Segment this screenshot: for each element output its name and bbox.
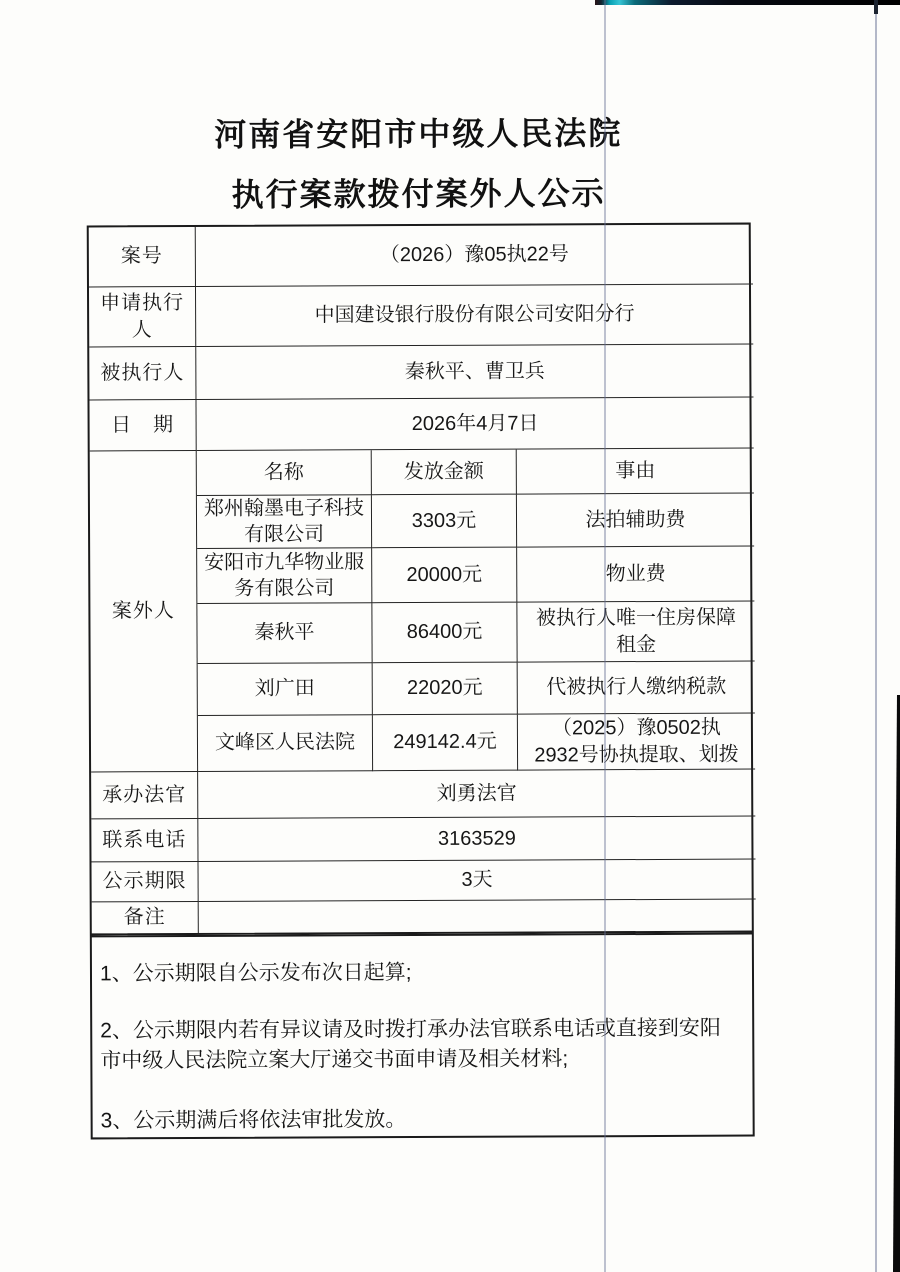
outsider-row-1-amount: 3303元 [372,495,517,549]
note-item-3: 3、公示期满后将依法审批发放。 [100,1108,407,1133]
outsider-row-3-reason: 被执行人唯一住房保障租金 [517,602,754,663]
document-title-line2: 执行案款拨付案外人公示 [231,175,606,213]
label-respondent: 被执行人 [89,347,196,400]
outsider-row-5-reason: （2025）豫0502执2932号协执提取、划拨 [518,714,755,771]
value-phone: 3163529 [198,817,755,862]
value-date: 2026年4月7日 [196,398,753,451]
outsider-header-amount: 发放金额 [372,450,517,496]
label-case-number: 案号 [89,227,196,287]
scan-artifact-top-edge-band [595,0,900,5]
label-publicity-period: 公示期限 [92,862,199,902]
outsider-row-4-name: 刘广田 [198,663,373,716]
note-item-2: 2、公示期限内若有异议请及时拨打承办法官联系电话或直接到安阳市中级人民法院立案大厅递交书面申请及相关材料; [100,1016,721,1073]
label-applicant: 申请执行人 [89,287,196,347]
outsider-row-3-amount: 86400元 [372,603,517,664]
outsider-row-2-name: 安阳市九华物业服务有限公司 [197,548,372,604]
scan-artifact-vertical-line-right-cap [874,0,878,14]
outsider-row-3-name: 秦秋平 [197,603,372,664]
value-publicity-period: 3天 [199,860,756,902]
value-respondent: 秦秋平、曹卫兵 [196,345,753,400]
label-phone: 联系电话 [91,819,198,862]
outsider-header-reason: 事由 [517,449,754,495]
outsider-header-name: 名称 [197,450,372,496]
document-title-line1: 河南省安阳市中级人民法院 [214,115,623,153]
outsider-row-5-name: 文峰区人民法院 [198,715,373,772]
value-judge: 刘勇法官 [198,770,755,819]
notes-section [90,933,755,1140]
outsider-row-4-amount: 22020元 [373,663,518,716]
outsider-row-2-reason: 物业费 [517,547,754,603]
label-date: 日 期 [89,400,196,451]
note-item-1: 1、公示期限自公示发布次日起算; [99,961,412,986]
label-judge: 承办法官 [91,772,198,819]
scan-artifact-vertical-line-right [875,0,877,1272]
outsider-row-1-name: 郑州翰墨电子科技有限公司 [197,495,372,549]
outsider-row-4-reason: 代被执行人缴纳税款 [518,662,755,715]
scan-artifact-right-edge-band [893,695,900,1272]
label-outsider: 案外人 [90,451,198,772]
case-table [87,223,754,936]
value-applicant: 中国建设银行股份有限公司安阳分行 [196,285,753,347]
outsider-row-1-reason: 法拍辅助费 [517,494,754,548]
outsider-row-2-amount: 20000元 [372,548,517,604]
label-remark: 备注 [92,902,199,933]
value-remark [199,900,756,933]
value-case-number: （2026）豫05执22号 [196,225,753,287]
document-content [86,103,755,1140]
outsider-row-5-amount: 249142.4元 [373,715,518,772]
